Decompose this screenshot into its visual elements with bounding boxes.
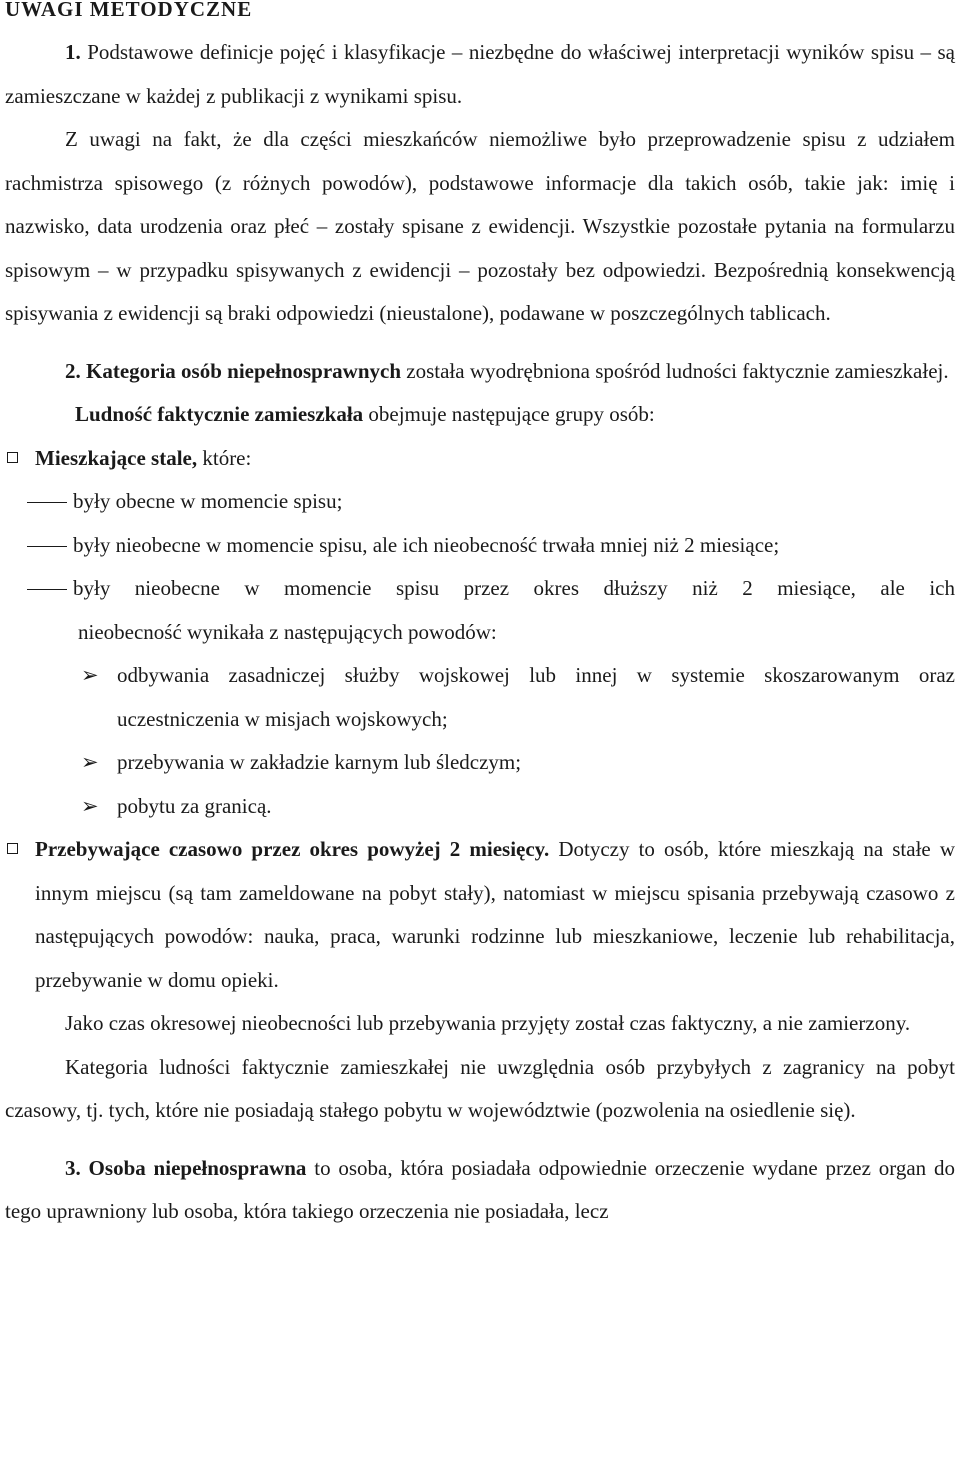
- item-number-2: 2.: [65, 358, 81, 383]
- dash-bullet-icon: [27, 567, 73, 610]
- arrow-bullet-icon: ➢: [81, 663, 99, 687]
- paragraph-definitions-text: Podstawowe definicje pojęć i klasyfikacje – niezbędne do właściwej interpretacji wyników spisu – są zamieszczane w każdej z publikacji z wynikami spisu.: [5, 40, 955, 108]
- paragraph-population-text: obejmuje następujące grupy osób:: [363, 402, 655, 426]
- arrow-item-1: ➢ odbywania zasadniczej służby wojskowej lub innej w systemie skoszarowanym oraz uczestniczenia w misjach wojskowych;: [5, 654, 955, 741]
- document-page: [5, 0, 955, 1234]
- term-disabled-persons: Kategoria osób niepełnosprawnych: [80, 358, 402, 383]
- spacer: [5, 336, 955, 350]
- paragraph-disabled-category-text: została wyodrębniona spośród ludności faktycznie zamieszkałej.: [401, 358, 949, 383]
- dash-item-2: były nieobecne w momencie spisu, ale ich nieobecność trwała mniej niż 2 miesiące;: [5, 524, 955, 568]
- paragraph-disabled-category: [5, 350, 955, 394]
- term-actual-population: Ludność faktycznie zamieszkała: [75, 402, 364, 426]
- group-permanent-residents: [5, 437, 955, 481]
- arrow-item-3: ➢ pobytu za granicą.: [5, 785, 955, 829]
- term-temporary-residents: Przebywające czasowo przez okres powyżej 2 miesięcy.: [35, 837, 550, 861]
- paragraph-excluded-arrivals: Kategoria ludności faktycznie zamieszkałej nie uwzględnia osób przybyłych z zagranicy na pobyt czasowy, tj. tych, które nie posiadają stałego pobytu w województwie (pozwolenia na osiedlenie się).: [5, 1054, 955, 1122]
- paragraph-population: [5, 393, 955, 437]
- paragraph-disabled-person: [5, 1147, 955, 1234]
- dash-bullet-icon: [27, 524, 73, 567]
- arrow-bullet-icon: ➢: [81, 750, 99, 774]
- arrow-bullet-icon: ➢: [81, 793, 99, 818]
- paragraph-disabled-person-text: to osoba, która posiadała odpowiednie orzeczenie wydane przez organ do tego uprawniony lub osoba, która takiego orzeczenia nie posiadała, lecz: [5, 1155, 955, 1223]
- checkbox-bullet-icon: [5, 437, 35, 480]
- group-temporary-residents: [5, 828, 955, 1002]
- dash-item-1: były obecne w momencie spisu;: [5, 480, 955, 524]
- group-permanent-residents-text: które:: [197, 445, 252, 470]
- spacer: [5, 1133, 955, 1147]
- paragraph-absence-time: Jako czas okresowej nieobecności lub przebywania przyjęty został czas faktyczny, a nie zamierzony.: [65, 1011, 911, 1035]
- paragraph-definitions: [5, 31, 955, 118]
- dash-item-3-continuation: nieobecność wynikała z następujących powodów:: [78, 619, 497, 644]
- arrow-item-2: ➢ przebywania w zakładzie karnym lub śledczym;: [5, 741, 955, 785]
- item-number-3: 3.: [65, 1155, 81, 1180]
- term-disabled-person: Osoba niepełnosprawna: [80, 1155, 307, 1180]
- dash-bullet-icon: [27, 480, 73, 523]
- checkbox-bullet-icon: [5, 828, 35, 871]
- item-number-1: 1.: [65, 40, 81, 64]
- term-permanent-residents: Mieszkające stale,: [35, 445, 198, 470]
- group-temporary-residents-text: Dotyczy to osób, które mieszkają na stałe w innym miejscu (są tam zameldowane na pobyt stały), natomiast w miejscu spisania przebywają czasowo z następujących powodów: nauka, praca, warunki rodzinne lub mieszkaniowe, leczenie lub rehabilitacja, przebywanie w domu opieki.: [35, 837, 955, 992]
- paragraph-registry: Z uwagi na fakt, że dla części mieszkańców niemożliwe było przeprowadzenie spisu z udziałem rachmistrza spisowego (z różnych powodów), podstawowe informacje dla takich osób, takie jak: imię i nazwisko, data urodzenia oraz płeć – zostały spisane z ewidencji. Wszystkie pozostałe pytania na formularzu spisowym – w przypadku spisywanych z ewidencji – pozostały bez odpowiedzi. Bezpośrednią konsekwencją spisywania z ewidencji są braki odpowiedzi (nieustalone), podawane w poszczególnych tablicach.: [5, 127, 955, 325]
- section-heading: UWAGI METODYCZNE: [5, 0, 253, 21]
- dash-item-3: były nieobecne w momencie spisu przez okres dłuższy niż 2 miesiące, ale ich: [5, 567, 955, 611]
